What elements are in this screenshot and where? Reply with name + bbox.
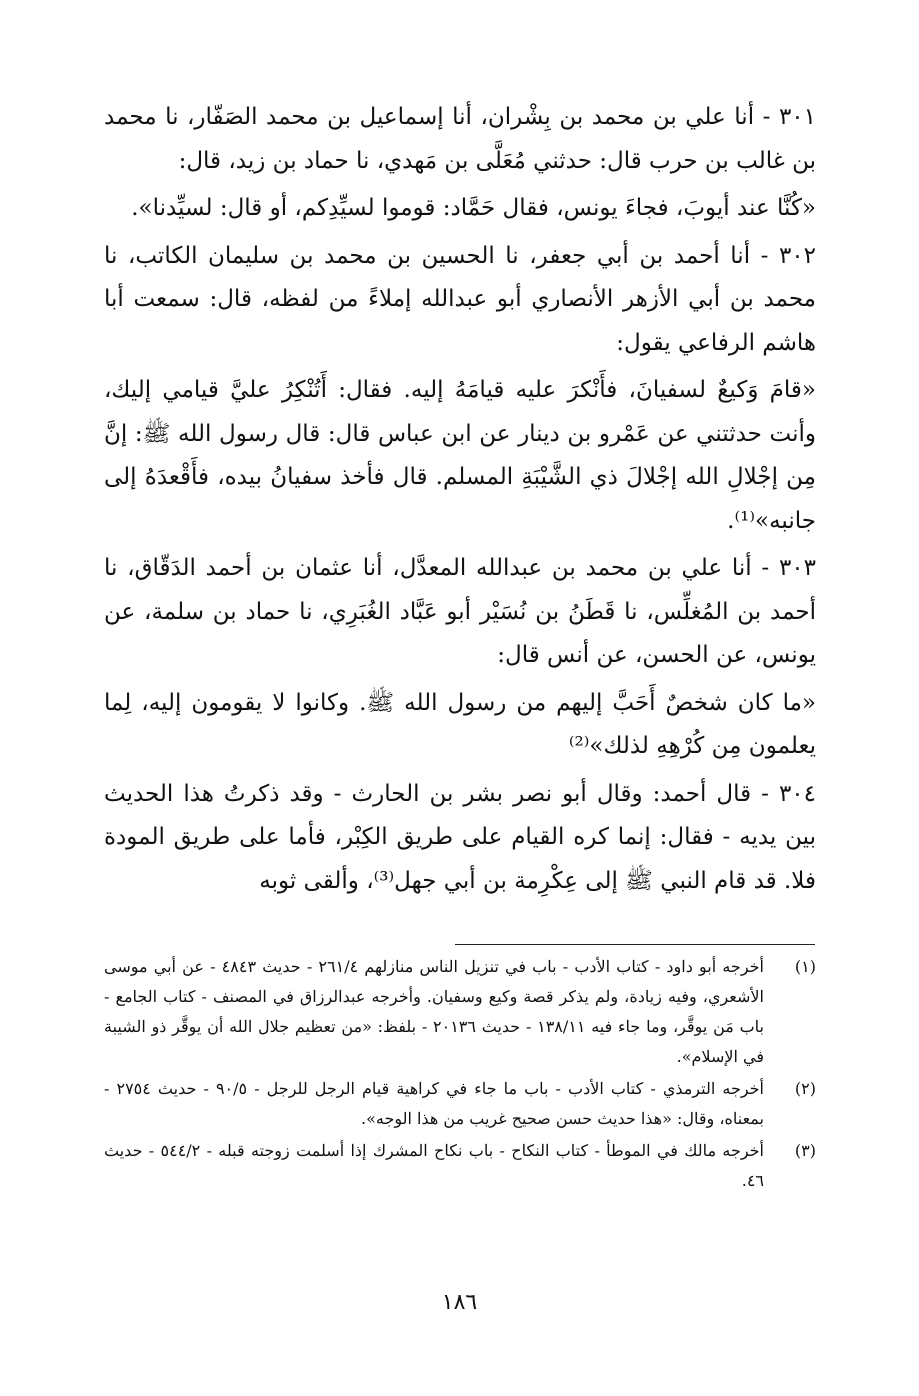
footnote-number: (١) xyxy=(794,957,816,976)
paragraph-303-quote: «ما كان شخصٌ أَحَبَّ إليهم من رسول الله ﷺ. وكانوا لا يقومون إليه، لِما يعلمون مِن كُرْهِهِ لذلك»⁽²⁾ xyxy=(104,689,816,759)
footnote-3 xyxy=(104,1136,816,1196)
paragraph-302-quote: «قامَ وَكيعٌ لسفيانَ، فأَنْكرَ عليه قيامَهُ إليه. فقال: أَتُنْكِرُ عليَّ قيامي إليك، وأنت حدثتني عن عَمْرو بن دينار عن ابن عباس قال: قال رسول الله ﷺ: إنَّ مِن إجْلالِ الله إجْلالَ ذي الشَّيْبَةِ المسلم. قال فأخذ سفيانُ بيده، فأَقْعدَهُ إلى جانبه»⁽¹⁾. xyxy=(104,377,816,534)
footnote-number: (٢) xyxy=(794,1079,816,1098)
footnote-2 xyxy=(104,1074,816,1134)
paragraph-301-isnad: ٣٠١ - أنا علي بن محمد بن بِشْران، أنا إسماعيل بن محمد الصَفّار، نا محمد بن غالب بن حرب قال: حدثني مُعَلَّى بن مَهدي، نا حماد بن زيد، قال: xyxy=(104,104,816,174)
footnote-text: أخرجه أبو داود - كتاب الأدب - باب في تنزيل الناس منازلهم ٢٦١/٤ - حديث ٤٨٤٣ - عن أبي موسى الأشعري، وفيه زيادة، ولم يذكر قصة وكيع وسفيان. وأخرجه عبدالرزاق في المصنف - كتاب الجامع - باب مَن يوقَّر، وما جاء فيه ١٣٨/١١ - حديث ٢٠١٣٦ - بلفظ: «من تعظيم جلال الله أن يوقَّر ذو الشيبة في الإسلام». xyxy=(104,957,765,1066)
paragraph-302-isnad: ٣٠٢ - أنا أحمد بن أبي جعفر، نا الحسين بن محمد بن سليمان الكاتب، نا محمد بن أبي الأزهر الأنصاري أبو عبدالله إملاءً من لفظه، قال: سمعت أبا هاشم الرفاعي يقول: xyxy=(104,242,816,356)
paragraph-301-quote: «كُنَّا عند أيوبَ، فجاءَ يونس، فقال حَمَّاد: قوموا لسيِّدِكم، أو قال: لسيِّدنا». xyxy=(131,195,816,221)
paragraph-303-isnad: ٣٠٣ - أنا علي بن محمد بن عبدالله المعدَّل، أنا عثمان بن أحمد الدَقّاق، نا أحمد بن المُغلِّس، نا قَطَنُ بن نُسَيْر أبو عَبَّاد الغُبَرِي، نا حماد بن سلمة، عن يونس، عن الحسن، عن أنس قال: xyxy=(104,555,816,668)
footnotes xyxy=(104,952,816,1198)
footnote-text: أخرجه الترمذي - كتاب الأدب - باب ما جاء في كراهية قيام الرجل للرجل - ٩٠/٥ - حديث ٢٧٥٤ - بمعناه، وقال: «هذا حديث حسن صحيح غريب من هذا الوجه». xyxy=(104,1079,764,1128)
footnote-separator xyxy=(455,944,815,945)
paragraph-304: ٣٠٤ - قال أحمد: وقال أبو نصر بشر بن الحارث - وقد ذكرتُ هذا الحديث بين يديه - فقال: إنما كره القيام على طريق الكِبْر، فأما على طريق المودة فلا. قد قام النبي ﷺ إلى عِكْرِمة بن أبي جهل⁽³⁾، وألقى ثوبه xyxy=(104,780,816,894)
main-text xyxy=(104,96,816,907)
footnote-text: أخرجه مالك في الموطأ - كتاب النكاح - باب نكاح المشرك إذا أسلمت زوجته قبله - ٥٤٤/٢ - حديث ٤٦. xyxy=(104,1141,765,1190)
footnote-number: (٣) xyxy=(794,1141,816,1160)
footnote-1 xyxy=(104,952,816,1072)
page-number: ١٨٦ xyxy=(441,1290,478,1315)
